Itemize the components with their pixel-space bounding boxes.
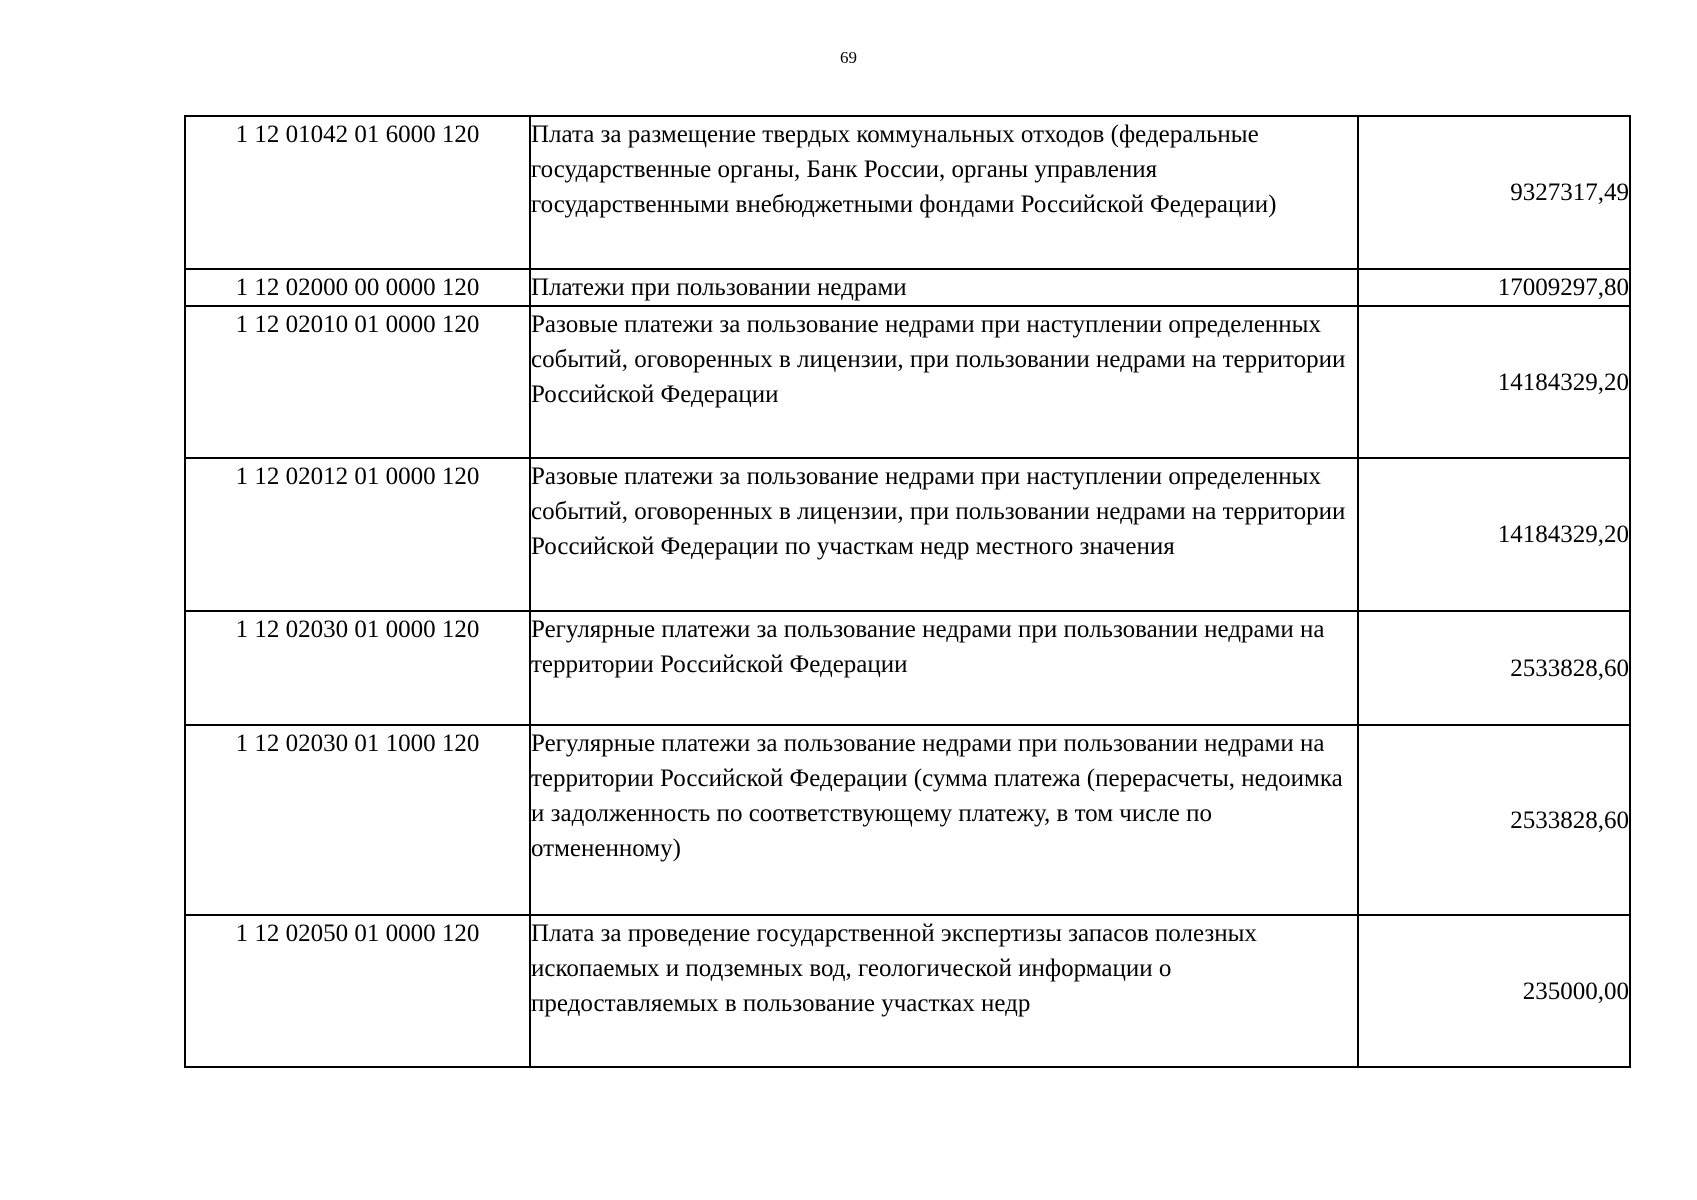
budget-classification-code: 1 12 02050 01 0000 120	[185, 915, 530, 1067]
revenue-amount: 14184329,20	[1358, 306, 1630, 458]
budget-classification-code: 1 12 02000 00 0000 120	[185, 269, 530, 306]
revenue-amount: 17009297,80	[1358, 269, 1630, 306]
revenue-name: Регулярные платежи за пользование недрами при пользовании недрами на территории Российской Федерации (сумма платежа (перерасчеты, недоимка и задолженность по соответствующему платежу, в том числе по отмененному)	[530, 725, 1358, 915]
budget-classification-code: 1 12 02010 01 0000 120	[185, 306, 530, 458]
revenue-name: Регулярные платежи за пользование недрами при пользовании недрами на территории Российской Федерации	[530, 611, 1358, 725]
revenue-amount: 2533828,60	[1358, 725, 1630, 915]
table-row	[185, 915, 1630, 1067]
budget-classification-code: 1 12 02012 01 0000 120	[185, 458, 530, 611]
revenue-name: Плата за размещение твердых коммунальных отходов (федеральные государственные органы, Банк России, органы управления государственными внебюджетными фондами Российской Федерации)	[530, 116, 1358, 269]
table-row	[185, 611, 1630, 725]
table-row	[185, 116, 1630, 269]
revenue-amount: 2533828,60	[1358, 611, 1630, 725]
revenue-name: Плата за проведение государственной экспертизы запасов полезных ископаемых и подземных вод, геологической информации о предоставляемых в пользование участках недр	[530, 915, 1358, 1067]
budget-classification-code: 1 12 01042 01 6000 120	[185, 116, 530, 269]
revenue-amount: 14184329,20	[1358, 458, 1630, 611]
revenue-name: Разовые платежи за пользование недрами при наступлении определенных событий, оговоренных в лицензии, при пользовании недрами на территории Российской Федерации по участкам недр местного значения	[530, 458, 1358, 611]
budget-revenue-table	[184, 115, 1631, 1068]
budget-classification-code: 1 12 02030 01 1000 120	[185, 725, 530, 915]
table-row	[185, 306, 1630, 458]
revenue-name: Платежи при пользовании недрами	[530, 269, 1358, 306]
table-row	[185, 458, 1630, 611]
table-row	[185, 725, 1630, 915]
revenue-name: Разовые платежи за пользование недрами при наступлении определенных событий, оговоренных в лицензии, при пользовании недрами на территории Российской Федерации	[530, 306, 1358, 458]
revenue-amount: 9327317,49	[1358, 116, 1630, 269]
budget-classification-code: 1 12 02030 01 0000 120	[185, 611, 530, 725]
table-row	[185, 269, 1630, 306]
page-number: 69	[840, 48, 857, 67]
revenue-amount: 235000,00	[1358, 915, 1630, 1067]
